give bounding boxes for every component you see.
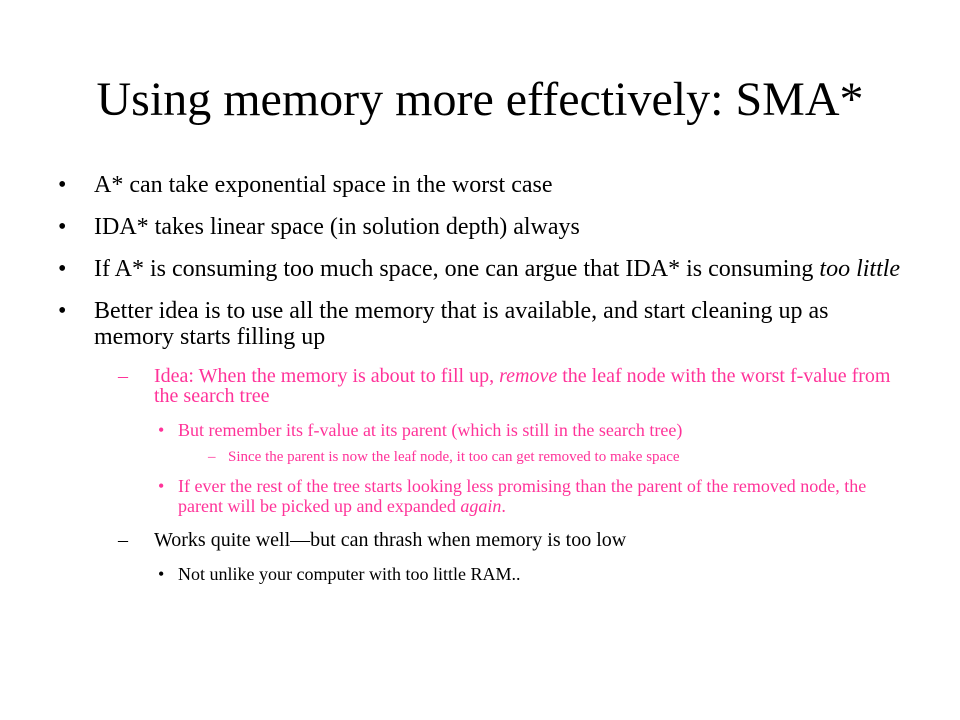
bullet-dot: • [158,420,165,440]
slide-body [58,172,908,592]
sub-sub-bullet-text-emphasis: again [460,496,502,516]
sub-bullet-text-post: the leaf node with the worst f-value from the search tree [154,365,891,407]
sub-bullet-text: Works quite well—but can thrash when memory is too low [154,529,627,551]
bullet-item [58,214,908,240]
sub-sub-bullet [58,476,908,516]
bullet-item [58,298,908,350]
sub-sub-bullet-text [178,476,866,516]
sub-sub-bullet-text-pre: If ever the rest of the tree starts looking less promising than the parent of the removed node, the parent will be picked up and expanded [178,476,867,516]
dash-bullet: – [118,529,128,551]
dash-bullet: – [208,449,216,465]
slide-title: Using memory more effectively: SMA* [96,73,864,126]
level4-bullet-text: Since the parent is now the leaf node, it too can get removed to make space [228,449,680,465]
sub-sub-bullet-text: But remember its f-value at its parent (which is still in the search tree) [178,420,683,440]
sub-sub-bullet [58,420,908,440]
bullet-dot: • [58,298,67,324]
sub-sub-bullet [58,564,908,584]
bullet-text [94,256,900,282]
sub-bullet-text-pre: Idea: When the memory is about to fill up, [154,365,500,387]
sub-bullet-works [58,530,908,550]
bullet-text: A* can take exponential space in the worst case [94,172,553,198]
dash-bullet: – [118,365,128,387]
sub-bullet-text [154,365,890,407]
bullet-dot: • [58,214,67,240]
bullet-text-main: If A* is consuming too much space, one can argue that IDA* is consuming [94,256,820,282]
bullet-item [58,256,908,282]
bullet-text: Better idea is to use all the memory that is available, and start cleaning up as memory starts filling up [94,298,829,350]
bullet-text: IDA* takes linear space (in solution depth) always [94,214,580,240]
level4-bullet [58,448,908,466]
sub-sub-bullet-text: Not unlike your computer with too little RAM.. [178,564,521,584]
sub-sub-bullet-text-post: . [501,496,506,516]
bullet-text-emphasis: too little [819,256,901,282]
sub-bullet-idea [58,366,908,406]
sub-bullet-text-emphasis: remove [499,365,558,387]
bullet-item [58,172,908,198]
bullet-dot: • [58,256,67,282]
bullet-dot: • [158,476,165,496]
bullet-dot: • [158,564,165,584]
bullet-dot: • [58,172,67,198]
